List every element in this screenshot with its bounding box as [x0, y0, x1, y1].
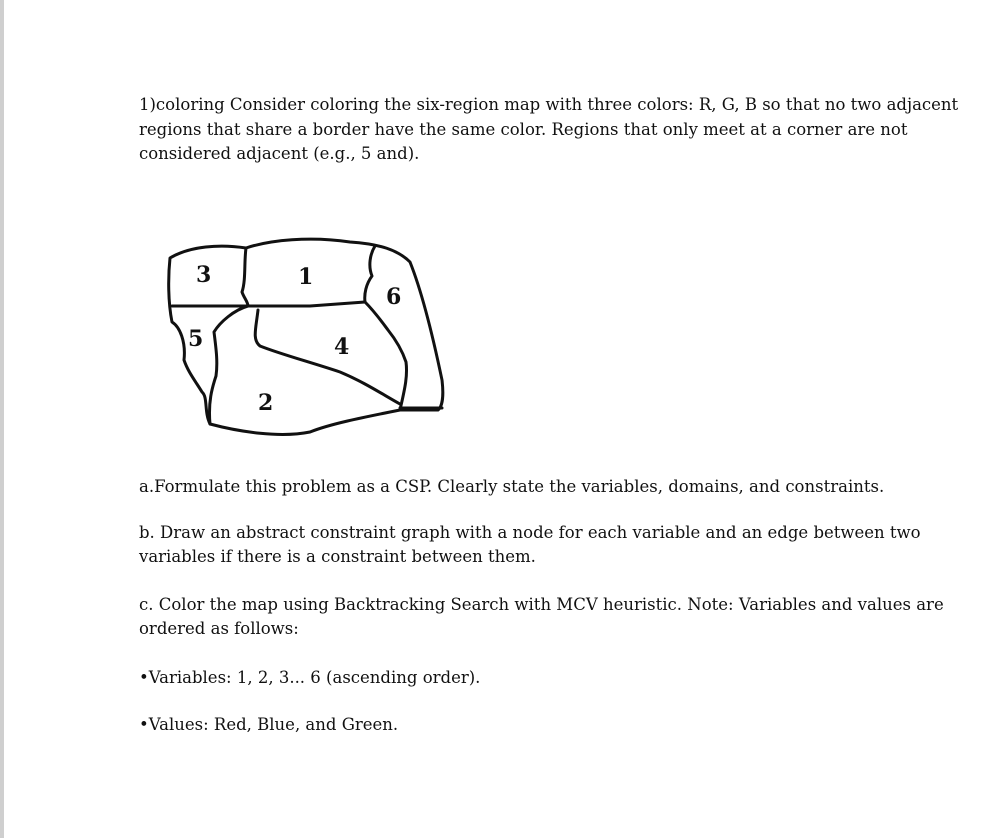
region-label-6: 6	[386, 284, 402, 310]
region-label-4: 4	[334, 334, 350, 360]
intro-line-3: considered adjacent (e.g., 5 and).	[139, 144, 420, 163]
intro-line-2: regions that share a border have the same color. Regions that only meet at a corner are not	[139, 120, 908, 139]
part-b-line-2: variables if there is a constraint between them.	[139, 547, 536, 566]
region-label-5: 5	[188, 326, 204, 352]
region-label-3: 3	[196, 262, 212, 288]
border-4-2	[255, 310, 400, 404]
part-c-line-1: c. Color the map using Backtracking Search with MCV heuristic. Note: Variables and values are	[139, 595, 944, 614]
intro-line-1: 1)coloring Consider coloring the six-region map with three colors: R, G, B so that no two adjacent	[139, 95, 959, 114]
six-region-map	[160, 232, 460, 442]
part-b-line-1: b. Draw an abstract constraint graph with a node for each variable and an edge between two	[139, 523, 921, 542]
part-c-line-2: ordered as follows:	[139, 619, 299, 638]
border-top-horizontal	[172, 302, 365, 306]
border-1-6	[365, 246, 375, 302]
border-3-1	[242, 248, 248, 306]
bullet-values: •Values: Red, Blue, and Green.	[139, 715, 399, 734]
part-a-text: a.Formulate this problem as a CSP. Clearly state the variables, domains, and constraints.	[139, 477, 885, 496]
border-5-2	[209, 306, 248, 424]
border-4-6	[365, 302, 407, 410]
region-label-1: 1	[298, 264, 314, 290]
bullet-variables: •Variables: 1, 2, 3... 6 (ascending order).	[139, 668, 481, 687]
region-label-2: 2	[258, 390, 274, 416]
